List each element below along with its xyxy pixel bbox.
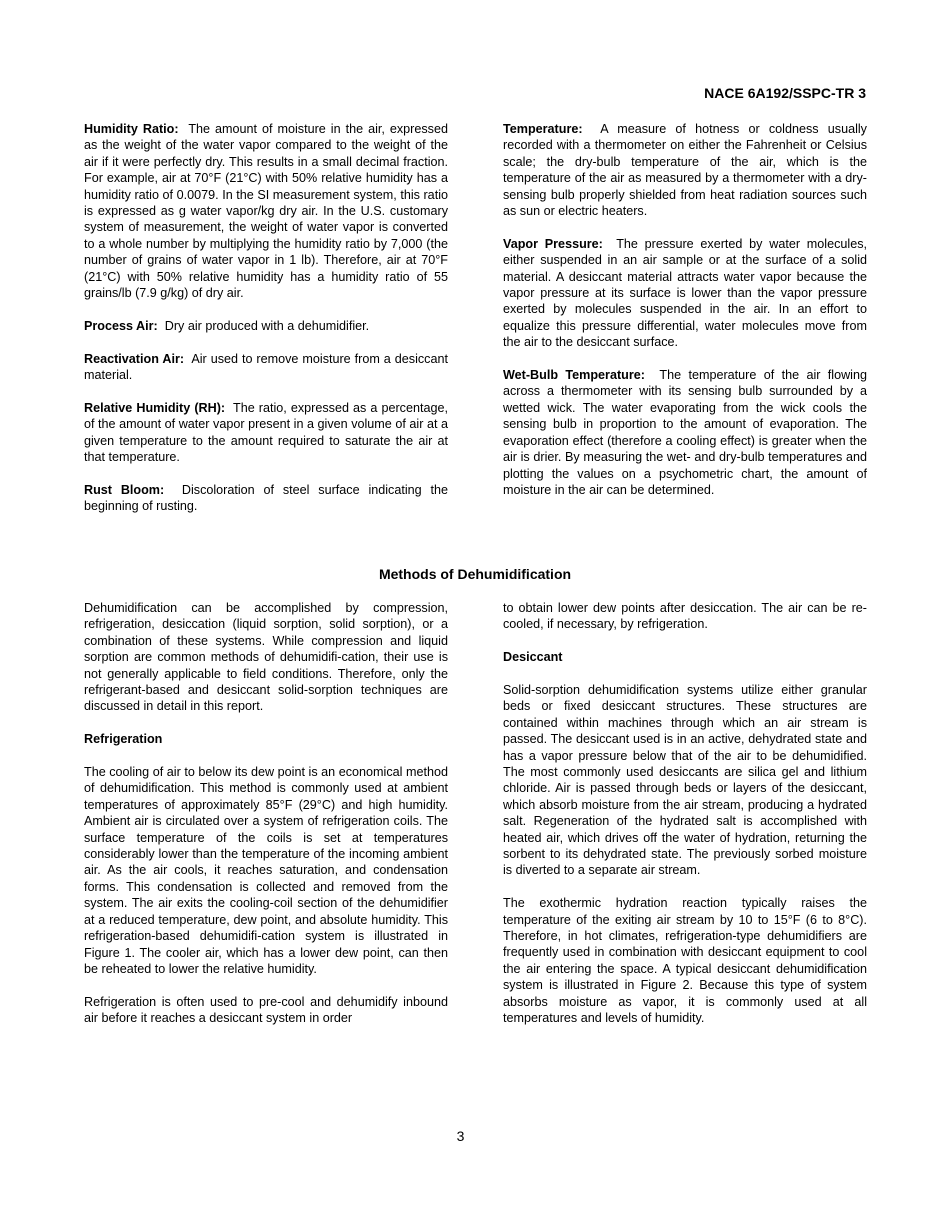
definition-term: Relative Humidity (RH): [84,400,226,415]
definition-wet-bulb-temperature [503,367,867,498]
definition-term: Process Air: [84,318,158,333]
section-title: Methods of Dehumidification [378,566,572,582]
refrigeration-heading: Refrigeration [84,732,163,747]
desiccant-exothermic-paragraph: The exothermic hydration reaction typically raises the temperature of the exiting air stream by 10 to 15°F (6 to 8°C). Therefore, in hot climates, refrigeration-type dehumidifiers are frequently used in combination with desiccant equipment to cool the air entering the space. A typical desiccant dehumidification system is illustrated in Figure 2. Because this type of system absorbs moisture as vapor, it is commonly used at all temperatures and levels of humidity. [503,896,867,1026]
document-id-header: NACE 6A192/SSPC-TR 3 [704,85,866,101]
definition-reactivation-air [84,351,448,384]
definitions-left-column [84,121,448,531]
definition-temperature [503,121,867,219]
definition-text: The pressure exerted by water molecules, either suspended in an air sample or at the surface of a solid material. A desiccant material attracts water vapor because the vapor pressure at its surface is lower than the vapor pressure exerted by molecules suspended in the air. In an effort to equalize this pressure differential, water molecules move from the air to the desiccant surface. [503,236,867,350]
definition-term: Rust Bloom: [84,482,165,497]
refrigeration-precool-paragraph: Refrigeration is often used to pre-cool and dehumidify inbound air before it reaches a desiccant system in order [84,994,448,1026]
definition-relative-humidity [84,400,448,466]
definition-term: Wet-Bulb Temperature: [503,368,645,383]
methods-left-column [84,600,448,1043]
desiccant-paragraph: Solid-sorption dehumidification systems utilize either granular beds or fixed desiccant structures. These structures are contained within machines through which an air stream is passed. The desiccant used is in an active, dehydrated state and has a vapor pressure below that of the air to be dehumidified. The most commonly used desiccants are silica gel and lithium chloride. Air is passed through beds or layers of the desiccant, which absorb moisture from the air stream, producing a hydrated salt. Regeneration of the hydrated salt is accomplished with heated air, which drives off the water of hydration, returning the sorbent to its dehydrated state. The previously sorbed moisture is diverted to a separate air stream. [503,683,867,878]
definition-process-air [84,318,448,334]
definition-text: A measure of hotness or coldness usually recorded with a thermometer on either the Fahrenheit or Celsius scale; the dry-bulb temperature of the air, which is the temperature of the air as measured by a thermometer with a dry-sensing bulb properly shielded from heat radiation sources such as sun or electric heaters. [503,122,867,219]
definition-text: Dry air produced with a dehumidifier. [164,318,370,333]
definitions-right-column [503,121,867,515]
refrigeration-precool-continued: to obtain lower dew points after desiccation. The air can be re-cooled, if necessary, by refrigeration. [503,601,867,632]
definition-term: Reactivation Air: [84,351,185,366]
definition-text: Discoloration of steel surface indicating the beginning of rusting. [84,482,449,514]
desiccant-heading: Desiccant [503,650,563,665]
methods-intro-paragraph: Dehumidification can be accomplished by compression, refrigeration, desiccation (liquid sorption, solid sorption), or a combination of these systems. While compression and liquid sorption are common methods of dehumidifi-cation, their use is not generally applicable to field conditions. Therefore, only the refrigerant-based and desiccant solid-sorption techniques are discussed in detail in this report. [84,601,448,714]
definition-term: Vapor Pressure: [503,236,603,251]
methods-right-column [503,600,867,1043]
refrigeration-paragraph: The cooling of air to below its dew point is an economical method of dehumidification. This method is commonly used at ambient temperatures of approximately 85°F (29°C) and high humidity. Ambient air is circulated over a system of refrigeration coils. The surface temperature of the coils is set at temperatures considerably lower than the temperature of the incoming ambient air. As the air cools, it reaches saturation, and condensation forms. This condensation is collected and removed from the system. The air exits the cooling-coil section of the dehumidifier at a reduced temperature, dew point, and absolute humidity. This refrigeration-based dehumidifi-cation system is illustrated in Figure 1. The cooler air, which has a lower dew point, can then be reheated to lower the relative humidity. [84,765,448,976]
page-number: 3 [456,1128,465,1144]
definition-term: Humidity Ratio: [84,122,179,136]
definition-text: Air used to remove moisture from a desiccant material. [84,351,448,383]
definition-term: Temperature: [503,122,583,136]
definition-humidity-ratio [84,121,448,301]
definition-text: The temperature of the air flowing across a thermometer with its sensing bulb surrounded by a wetted wick. The water evaporating from the wick cools the sensing bulb in proportion to the amount of evaporation. The evaporation effect (therefore a cooling effect) is greater when the air is drier. By measuring the wet- and dry-bulb temperatures and plotting the values on a psychometric chart, the amount of moisture in the air can be determined. [503,368,867,497]
definition-vapor-pressure [503,236,867,351]
definition-text: The amount of moisture in the air, expressed as the weight of the water vapor compared to the weight of the air if it were perfectly dry. This results in a small decimal fraction. For example, air at 70°F (21°C) with 50% relative humidity has a humidity ratio of 0.0079. In the SI measurement system, this ratio is expressed as g water vapor/kg dry air. In the U.S. customary system of measurement, the weight of water vapor is converted to a whole number by multiplying the humidity ratio by 7,000 (the number of grains of water vapor in 1 lb). Therefore, air at 70°F (21°C) with 50% relative humidity has a humidity ratio of 55 grains/lb (7.9 g/kg) of dry air. [84,122,448,301]
definition-text: The ratio, expressed as a percentage, of the amount of water vapor present in a given volume of air at a given temperature to the amount required to saturate the air at that temperature. [84,400,448,465]
definition-rust-bloom [84,482,448,515]
